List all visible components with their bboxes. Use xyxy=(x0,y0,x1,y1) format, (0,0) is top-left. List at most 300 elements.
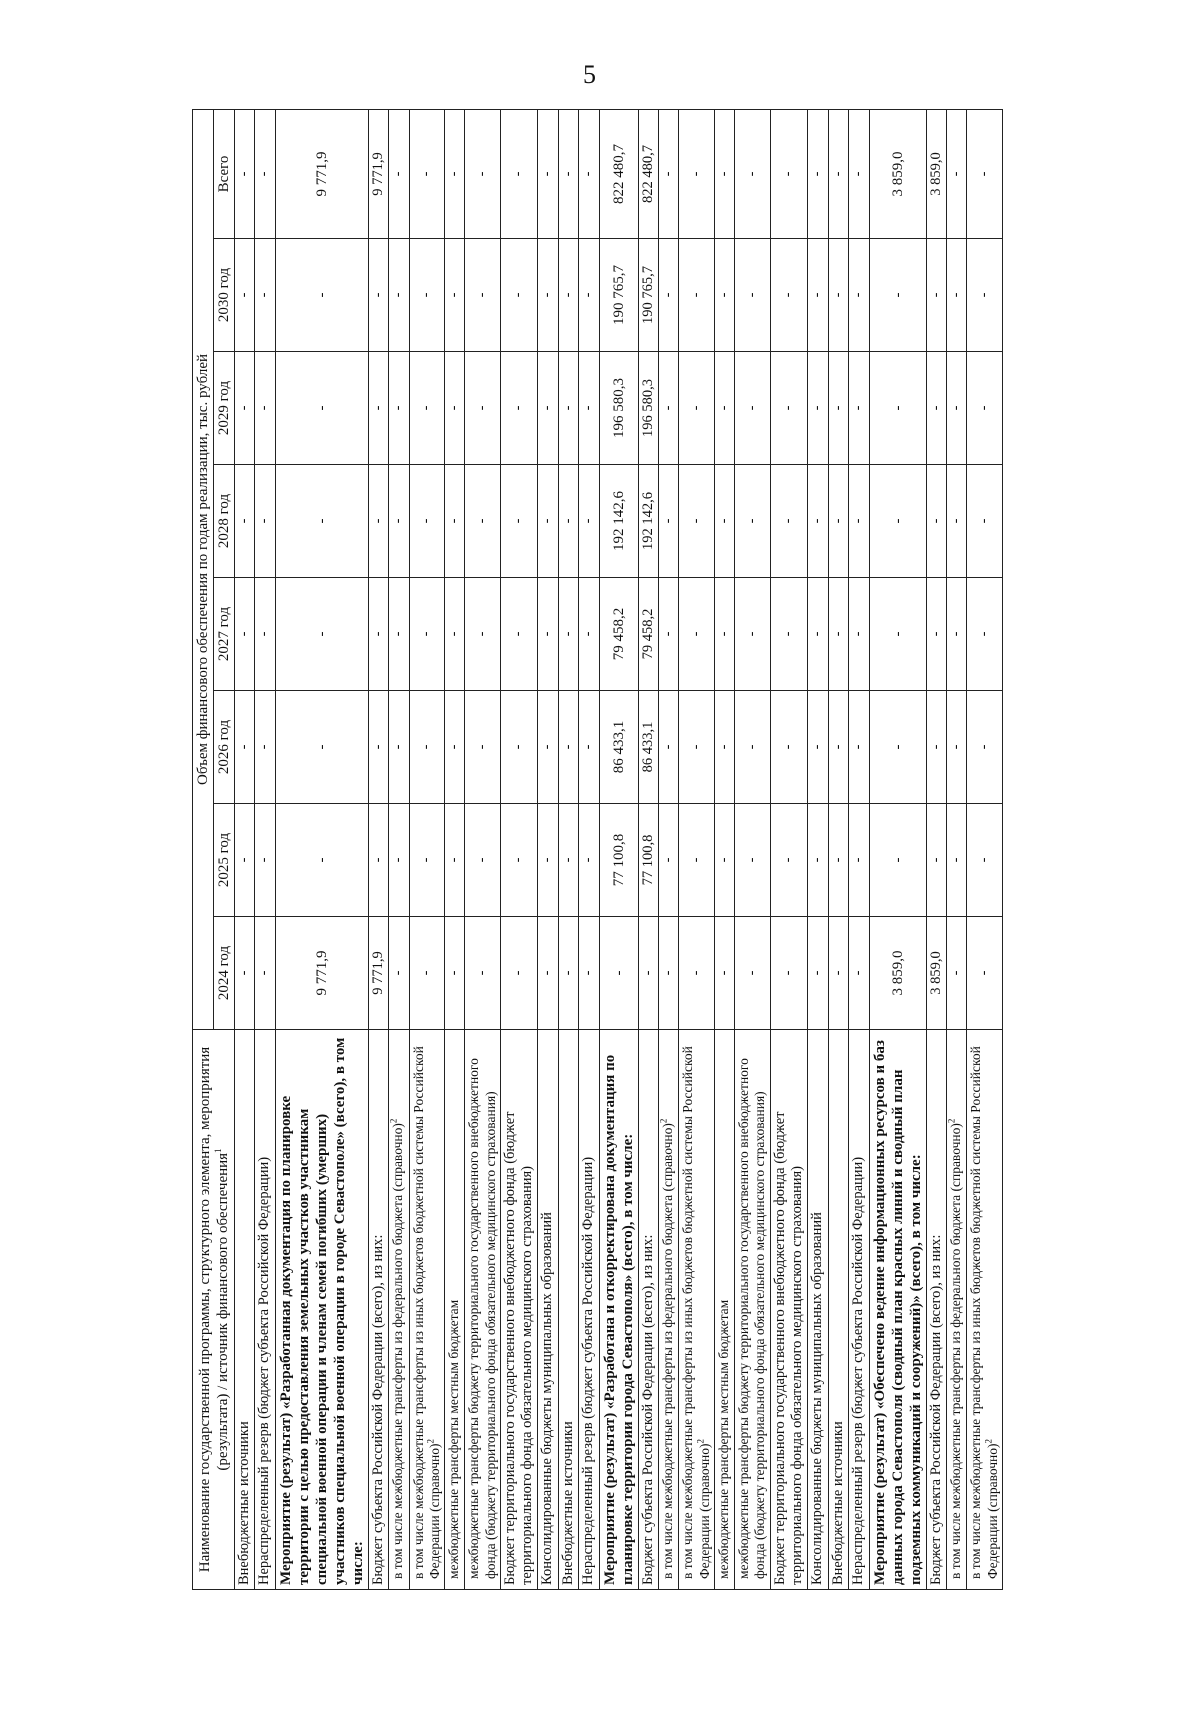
year-value-cell: 79 458,2 xyxy=(638,578,658,691)
year-value-cell: - xyxy=(500,239,538,352)
row-name-cell xyxy=(926,1030,946,1590)
year-value-cell: - xyxy=(558,691,578,804)
table-body xyxy=(235,109,1003,1589)
year-value-cell: - xyxy=(409,465,444,578)
total-value-cell: - xyxy=(558,109,578,238)
table-row xyxy=(659,109,679,1589)
year-header: 2025 год xyxy=(214,804,235,917)
footnote-marker: 2 xyxy=(695,1438,706,1444)
year-value-cell: - xyxy=(808,804,828,917)
year-header: 2029 год xyxy=(214,352,235,465)
year-value-cell: - xyxy=(368,804,388,917)
year-value-cell: - xyxy=(849,578,869,691)
year-value-cell: - xyxy=(389,917,409,1030)
year-value-cell: - xyxy=(869,465,926,578)
year-value-cell: - xyxy=(808,465,828,578)
year-value-cell: - xyxy=(849,691,869,804)
year-value-cell: - xyxy=(409,691,444,804)
year-value-cell: 196 580,3 xyxy=(599,352,638,465)
year-value-cell: - xyxy=(368,691,388,804)
year-value-cell: - xyxy=(389,804,409,917)
year-value-cell: - xyxy=(659,239,679,352)
year-value-cell: - xyxy=(828,578,848,691)
year-value-cell: - xyxy=(808,239,828,352)
year-value-cell: - xyxy=(770,578,808,691)
total-value-cell: - xyxy=(735,109,770,238)
row-name-cell xyxy=(735,1030,770,1590)
row-name-cell xyxy=(500,1030,538,1590)
row-name-text: Мероприятие (результат) «Разработана и откорректирована документация по планировке территории города Севастополя» (всего), в том числе: xyxy=(601,1054,636,1585)
year-header: 2024 год xyxy=(214,917,235,1030)
year-value-cell: - xyxy=(679,917,714,1030)
total-value-cell: - xyxy=(659,109,679,238)
year-value-cell: - xyxy=(538,578,558,691)
total-value-cell: - xyxy=(579,109,599,238)
year-value-cell: - xyxy=(368,465,388,578)
year-value-cell: - xyxy=(926,465,946,578)
year-value-cell: - xyxy=(714,352,734,465)
year-value-cell: - xyxy=(679,239,714,352)
row-name-text: Бюджет территориального государственного внебюджетного фонда (бюджет территориального фонда обязательного медицинского страхования) xyxy=(501,1111,536,1585)
table-row xyxy=(558,109,578,1589)
row-name-cell xyxy=(638,1030,658,1590)
row-name-text: Внебюджетные источники xyxy=(829,1421,846,1585)
year-value-cell: - xyxy=(714,917,734,1030)
year-value-cell: 86 433,1 xyxy=(599,691,638,804)
year-value-cell: - xyxy=(808,352,828,465)
year-value-cell: - xyxy=(679,578,714,691)
footnote-marker: 2 xyxy=(388,1118,399,1124)
year-value-cell: - xyxy=(967,917,1002,1030)
year-value-cell: - xyxy=(409,578,444,691)
year-value-cell: 9 771,9 xyxy=(275,917,368,1030)
year-value-cell: - xyxy=(926,691,946,804)
year-value-cell: - xyxy=(735,691,770,804)
year-value-cell: - xyxy=(235,578,255,691)
table-row xyxy=(808,109,828,1589)
row-name-text: межбюджетные трансферты местным бюджетам xyxy=(715,1299,731,1579)
total-value-cell: - xyxy=(679,109,714,238)
table-row xyxy=(679,109,714,1589)
year-value-cell: - xyxy=(579,352,599,465)
year-value-cell: - xyxy=(368,352,388,465)
row-name-cell xyxy=(967,1030,1002,1590)
year-value-cell: - xyxy=(679,804,714,917)
row-name-cell xyxy=(465,1030,500,1590)
row-name-cell xyxy=(558,1030,578,1590)
year-value-cell: - xyxy=(500,352,538,465)
year-value-cell: - xyxy=(828,804,848,917)
row-name-text: Консолидированные бюджеты муниципальных образований xyxy=(539,1212,556,1585)
year-value-cell: - xyxy=(444,804,464,917)
year-value-cell: - xyxy=(255,239,275,352)
row-name-text: в том числе межбюджетные трансферты из иных бюджетов бюджетной системы Российской Федерации (справочно) xyxy=(968,1046,1000,1579)
year-value-cell: - xyxy=(538,691,558,804)
total-value-cell: 3 859,0 xyxy=(869,109,926,238)
year-value-cell: - xyxy=(558,352,578,465)
table-row xyxy=(946,109,966,1589)
year-value-cell: 190 765,7 xyxy=(638,239,658,352)
year-value-cell: - xyxy=(235,352,255,465)
year-value-cell: - xyxy=(579,804,599,917)
year-value-cell: - xyxy=(389,465,409,578)
total-value-cell: - xyxy=(967,109,1002,238)
year-value-cell: - xyxy=(926,578,946,691)
year-value-cell: - xyxy=(869,804,926,917)
year-value-cell: - xyxy=(579,239,599,352)
year-header: 2030 год xyxy=(214,239,235,352)
row-name-cell xyxy=(679,1030,714,1590)
row-name-cell xyxy=(770,1030,808,1590)
year-value-cell: - xyxy=(869,578,926,691)
year-value-cell: - xyxy=(255,352,275,465)
total-value-cell: - xyxy=(389,109,409,238)
year-value-cell: - xyxy=(735,578,770,691)
year-value-cell: - xyxy=(849,804,869,917)
row-name-text: Бюджет субъекта Российской Федерации (всего), из них: xyxy=(927,1234,944,1585)
year-value-cell: - xyxy=(465,352,500,465)
year-value-cell: - xyxy=(558,804,578,917)
row-name-cell xyxy=(444,1030,464,1590)
row-name-text: Консолидированные бюджеты муниципальных образований xyxy=(809,1212,826,1585)
year-value-cell: - xyxy=(926,239,946,352)
year-value-cell: 77 100,8 xyxy=(638,804,658,917)
year-value-cell: - xyxy=(235,691,255,804)
year-value-cell: - xyxy=(444,917,464,1030)
table-row xyxy=(849,109,869,1589)
year-value-cell: 77 100,8 xyxy=(599,804,638,917)
row-name-text: Нераспределенный резерв (бюджет субъекта Российской Федерации) xyxy=(850,1156,867,1585)
year-value-cell: - xyxy=(465,917,500,1030)
row-name-text: в том числе межбюджетные трансферты из иных бюджетов бюджетной системы Российской Федерации (справочно) xyxy=(680,1046,712,1579)
year-value-cell: - xyxy=(735,917,770,1030)
year-value-cell: - xyxy=(275,465,368,578)
year-value-cell: 3 859,0 xyxy=(926,917,946,1030)
year-value-cell: - xyxy=(946,465,966,578)
total-value-cell: - xyxy=(500,109,538,238)
year-value-cell: - xyxy=(659,804,679,917)
year-value-cell: - xyxy=(500,578,538,691)
year-value-cell: - xyxy=(869,691,926,804)
year-value-cell: 3 859,0 xyxy=(869,917,926,1030)
year-value-cell: - xyxy=(946,804,966,917)
header-row-1 xyxy=(193,109,214,1589)
year-value-cell: - xyxy=(849,465,869,578)
year-value-cell: - xyxy=(735,239,770,352)
year-value-cell: - xyxy=(849,917,869,1030)
year-value-cell: - xyxy=(389,691,409,804)
total-value-cell: 3 859,0 xyxy=(926,109,946,238)
name-column-header: Наименование государственной программы, структурного элемента, мероприятия (результата) / источник финансового обеспечения$^1$ xyxy=(193,1030,235,1590)
year-value-cell: - xyxy=(444,691,464,804)
financing-table xyxy=(192,109,1003,1590)
year-value-cell: - xyxy=(770,239,808,352)
row-name-cell xyxy=(828,1030,848,1590)
year-value-cell: - xyxy=(946,917,966,1030)
year-value-cell: - xyxy=(255,917,275,1030)
total-value-cell: - xyxy=(538,109,558,238)
year-value-cell: - xyxy=(409,804,444,917)
year-value-cell: - xyxy=(967,352,1002,465)
year-value-cell: - xyxy=(275,239,368,352)
row-name-cell xyxy=(368,1030,388,1590)
table-row xyxy=(869,109,926,1589)
row-name-cell xyxy=(808,1030,828,1590)
row-name-cell xyxy=(714,1030,734,1590)
year-value-cell: - xyxy=(967,578,1002,691)
year-value-cell: 9 771,9 xyxy=(368,917,388,1030)
table-row xyxy=(828,109,848,1589)
year-value-cell: - xyxy=(735,352,770,465)
table-row xyxy=(714,109,734,1589)
year-value-cell: - xyxy=(558,578,578,691)
total-value-cell: - xyxy=(465,109,500,238)
table-row xyxy=(579,109,599,1589)
year-value-cell: - xyxy=(444,578,464,691)
row-name-cell xyxy=(869,1030,926,1590)
table-row xyxy=(500,109,538,1589)
year-value-cell: - xyxy=(849,239,869,352)
footnote-marker: 2 xyxy=(425,1438,436,1444)
total-value-cell: - xyxy=(255,109,275,238)
table-row xyxy=(389,109,409,1589)
total-value-cell: - xyxy=(946,109,966,238)
year-value-cell: - xyxy=(828,917,848,1030)
year-value-cell: - xyxy=(500,804,538,917)
year-value-cell: - xyxy=(770,691,808,804)
footnote-marker: 2 xyxy=(983,1438,993,1444)
table-row xyxy=(538,109,558,1589)
year-value-cell: - xyxy=(946,239,966,352)
year-value-cell: - xyxy=(389,239,409,352)
row-name-cell xyxy=(409,1030,444,1590)
year-value-cell: - xyxy=(275,691,368,804)
year-value-cell: - xyxy=(235,465,255,578)
year-header: 2026 год xyxy=(214,691,235,804)
year-value-cell: - xyxy=(659,352,679,465)
year-value-cell: - xyxy=(926,804,946,917)
year-value-cell: - xyxy=(465,465,500,578)
total-header: Всего xyxy=(214,109,235,238)
table-row xyxy=(409,109,444,1589)
total-value-cell: - xyxy=(714,109,734,238)
year-value-cell: - xyxy=(735,465,770,578)
year-value-cell: - xyxy=(659,917,679,1030)
year-value-cell: - xyxy=(255,578,275,691)
year-value-cell: - xyxy=(679,352,714,465)
year-value-cell: - xyxy=(770,352,808,465)
year-value-cell: - xyxy=(444,465,464,578)
year-value-cell: - xyxy=(500,917,538,1030)
total-value-cell: - xyxy=(828,109,848,238)
year-value-cell: - xyxy=(714,691,734,804)
row-name-text: Внебюджетные источники xyxy=(559,1421,576,1585)
year-value-cell: - xyxy=(679,691,714,804)
total-value-cell: 9 771,9 xyxy=(275,109,368,238)
year-value-cell: - xyxy=(946,352,966,465)
row-name-cell xyxy=(946,1030,966,1590)
year-value-cell: - xyxy=(714,239,734,352)
table-row xyxy=(599,109,638,1589)
year-value-cell: - xyxy=(849,352,869,465)
year-value-cell: - xyxy=(808,917,828,1030)
table-row xyxy=(275,109,368,1589)
year-value-cell: - xyxy=(967,465,1002,578)
row-name-text: Бюджет территориального государственного внебюджетного фонда (бюджет территориального фонда обязательного медицинского страхования) xyxy=(771,1111,805,1585)
row-name-cell xyxy=(275,1030,368,1590)
year-value-cell: - xyxy=(714,578,734,691)
year-value-cell: - xyxy=(538,465,558,578)
row-name-text: в том числе межбюджетные трансферты из федерального бюджета (справочно) xyxy=(390,1123,406,1579)
row-name-cell xyxy=(389,1030,409,1590)
year-value-cell: - xyxy=(389,352,409,465)
year-value-cell: - xyxy=(368,578,388,691)
row-name-text: Бюджет субъекта Российской Федерации (всего), из них: xyxy=(369,1234,386,1585)
row-name-cell xyxy=(849,1030,869,1590)
year-value-cell: - xyxy=(967,691,1002,804)
year-value-cell: - xyxy=(638,917,658,1030)
row-name-cell xyxy=(255,1030,275,1590)
year-value-cell: - xyxy=(275,352,368,465)
year-value-cell: - xyxy=(735,804,770,917)
year-value-cell: - xyxy=(465,691,500,804)
year-value-cell: - xyxy=(255,465,275,578)
year-value-cell: - xyxy=(946,691,966,804)
table-row xyxy=(770,109,808,1589)
total-value-cell: - xyxy=(808,109,828,238)
year-value-cell: - xyxy=(465,239,500,352)
year-value-cell: - xyxy=(579,691,599,804)
year-value-cell: - xyxy=(679,465,714,578)
row-name-text: в том числе межбюджетные трансферты из федерального бюджета (справочно) xyxy=(947,1123,963,1579)
year-value-cell: - xyxy=(828,465,848,578)
row-name-text: Нераспределенный резерв (бюджет субъекта Российской Федерации) xyxy=(580,1156,597,1585)
table-row xyxy=(465,109,500,1589)
total-value-cell: - xyxy=(770,109,808,238)
row-name-cell xyxy=(538,1030,558,1590)
year-value-cell: - xyxy=(659,465,679,578)
row-name-text: в том числе межбюджетные трансферты из иных бюджетов бюджетной системы Российской Федерации (справочно) xyxy=(410,1046,442,1579)
year-value-cell: - xyxy=(500,691,538,804)
year-value-cell: 79 458,2 xyxy=(599,578,638,691)
volume-group-header: Объем финансового обеспечения по годам реализации, тыс. рублей xyxy=(193,109,214,1029)
row-name-text: Бюджет субъекта Российской Федерации (всего), из них: xyxy=(639,1234,656,1585)
row-name-cell xyxy=(235,1030,255,1590)
table-row xyxy=(638,109,658,1589)
table-row xyxy=(444,109,464,1589)
table-row xyxy=(735,109,770,1589)
year-value-cell: - xyxy=(235,239,255,352)
year-value-cell: - xyxy=(770,804,808,917)
page-number: 5 xyxy=(583,60,596,89)
year-value-cell: - xyxy=(275,804,368,917)
year-value-cell: - xyxy=(599,917,638,1030)
year-value-cell: - xyxy=(967,804,1002,917)
rotated-table-container xyxy=(192,110,1000,1590)
table-row xyxy=(255,109,275,1589)
year-value-cell: - xyxy=(808,691,828,804)
year-value-cell: - xyxy=(558,917,578,1030)
year-value-cell: - xyxy=(659,691,679,804)
year-value-cell: - xyxy=(538,804,558,917)
year-value-cell: 192 142,6 xyxy=(638,465,658,578)
year-value-cell: - xyxy=(389,578,409,691)
row-name-text: Внебюджетные источники xyxy=(236,1421,252,1585)
year-value-cell: - xyxy=(808,578,828,691)
row-name-cell xyxy=(579,1030,599,1590)
year-value-cell: - xyxy=(579,917,599,1030)
year-header: 2028 год xyxy=(214,465,235,578)
year-value-cell: - xyxy=(538,239,558,352)
year-value-cell: - xyxy=(558,465,578,578)
total-value-cell: - xyxy=(409,109,444,238)
year-value-cell: - xyxy=(869,239,926,352)
footnote-marker: 2 xyxy=(946,1118,957,1124)
year-value-cell: - xyxy=(409,352,444,465)
row-name-text: в том числе межбюджетные трансферты из федерального бюджета (справочно) xyxy=(660,1123,676,1579)
year-value-cell: 196 580,3 xyxy=(638,352,658,465)
row-name-text: Мероприятие (результат) «Обеспечено ведение информационных ресурсов и баз данных города Севастополя (сводный план красных линий и сводный план подземных коммуникаций и сооружений)» (всего), в том числе: xyxy=(871,1040,924,1585)
year-value-cell: - xyxy=(946,578,966,691)
year-value-cell: - xyxy=(538,917,558,1030)
row-name-cell xyxy=(659,1030,679,1590)
year-value-cell: - xyxy=(558,239,578,352)
year-value-cell: - xyxy=(828,691,848,804)
year-value-cell: - xyxy=(770,465,808,578)
total-value-cell: - xyxy=(444,109,464,238)
table-row xyxy=(926,109,946,1589)
table-row xyxy=(235,109,255,1589)
year-value-cell: - xyxy=(235,804,255,917)
year-value-cell: - xyxy=(828,352,848,465)
year-value-cell: - xyxy=(275,578,368,691)
year-value-cell: - xyxy=(255,691,275,804)
year-header: 2027 год xyxy=(214,578,235,691)
year-value-cell: 86 433,1 xyxy=(638,691,658,804)
total-value-cell: - xyxy=(235,109,255,238)
total-value-cell: - xyxy=(849,109,869,238)
year-value-cell: - xyxy=(579,578,599,691)
row-name-text: межбюджетные трансферты бюджету территориального государственного внебюджетного фонда (бюджету территориального фонда обязательного медицинского страхования) xyxy=(466,1058,498,1579)
year-value-cell: - xyxy=(714,804,734,917)
year-value-cell: - xyxy=(409,917,444,1030)
year-value-cell: - xyxy=(828,239,848,352)
year-value-cell: - xyxy=(235,917,255,1030)
total-value-cell: 822 480,7 xyxy=(599,109,638,238)
year-value-cell: - xyxy=(444,239,464,352)
year-value-cell: - xyxy=(967,239,1002,352)
year-value-cell: - xyxy=(409,239,444,352)
table-row xyxy=(368,109,388,1589)
year-value-cell: 190 765,7 xyxy=(599,239,638,352)
year-value-cell: 192 142,6 xyxy=(599,465,638,578)
total-value-cell: 9 771,9 xyxy=(368,109,388,238)
year-value-cell: - xyxy=(368,239,388,352)
year-value-cell: - xyxy=(255,804,275,917)
table-row xyxy=(967,109,1002,1589)
year-value-cell: - xyxy=(869,352,926,465)
row-name-text: Мероприятие (результат) «Разработанная документация по планировке территории с целью предоставления земельных участков участникам специальной военной операции и членам семей погибших (умерших) участников специальной военной операции в городе Севастополе» (всего), в том числе: xyxy=(277,1037,366,1585)
year-value-cell: - xyxy=(770,917,808,1030)
year-value-cell: - xyxy=(444,352,464,465)
year-value-cell: - xyxy=(465,804,500,917)
footnote-marker: 2 xyxy=(658,1118,669,1124)
row-name-cell xyxy=(599,1030,638,1590)
total-value-cell: 822 480,7 xyxy=(638,109,658,238)
row-name-text: межбюджетные трансферты местным бюджетам xyxy=(445,1299,461,1579)
year-value-cell: - xyxy=(579,465,599,578)
row-name-text: Нераспределенный резерв (бюджет субъекта Российской Федерации) xyxy=(256,1156,273,1585)
